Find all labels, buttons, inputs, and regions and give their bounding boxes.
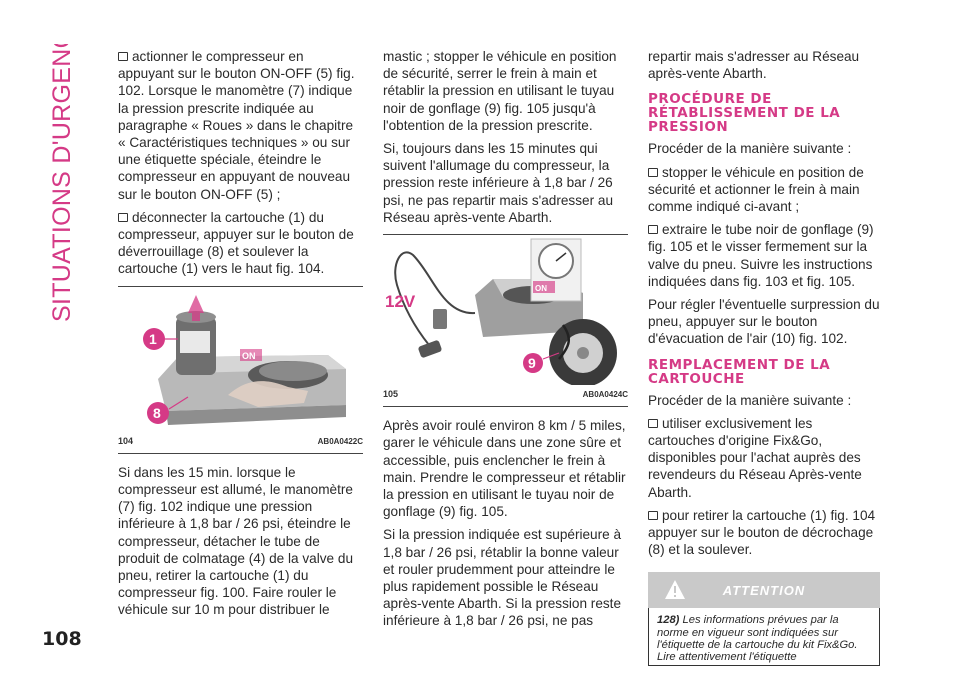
column-3 (648, 48, 880, 666)
on-label: ON (242, 350, 256, 361)
attention-header (648, 572, 880, 608)
checkbox-bullet-icon (118, 213, 128, 222)
paragraph: Si dans les 15 min. lorsque le compresseur est allumé, le manomètre (7) fig. 102 indique une pression inférieure à 1,8 bar / 26 psi, éteindre le compresseur, détacher le tube de produit de colmatage (4) de la valve du pneu, retirer la cartouche (1) du compresseur fig. 100. Faire rouler le véhicule sur 10 m pour distribuer le (118, 464, 354, 618)
bullet-item: pour retirer la cartouche (1) fig. 104 appuyer sur le bouton de décrochage (8) et la soulever. (648, 507, 876, 558)
paragraph: Si la pression indiquée est supérieure à 1,8 bar / 26 psi, rétablir la bonne valeur et rouler prudemment pour atteindre le plus rapidement possible le Réseau après-vente Abarth. Si la pression reste inférieure à 1,8 bar / 26 psi, ne pas (383, 527, 622, 629)
paragraph: Après avoir roulé environ 8 km / 5 miles, garer le véhicule dans une zone sûre et accessible, puis enclencher le frein à main. Prendre le compresseur et rétablir la pression en utilisant le tuyau noir de gonflage (9) fig. 105. (383, 418, 626, 520)
bullet-item: stopper le véhicule en position de sécurité et actionner le frein à main comme indiqué ci-avant ; (648, 164, 864, 215)
figure-number: 104 (118, 435, 134, 446)
paragraph: Pour régler l'éventuelle surpression du pneu, appuyer sur le bouton d'évacuation de l'air (10) fig. 102. (648, 297, 880, 347)
checkbox-bullet-icon (648, 168, 658, 177)
checkbox-bullet-icon (648, 225, 658, 234)
side-section-title (40, 44, 80, 324)
paragraph: repartir mais s'adresser au Réseau après-vente Abarth. (648, 49, 860, 82)
paragraph: mastic ; stopper le véhicule en position de sécurité, serrer le frein à main et rétablir la pression en utilisant le tuyau noir de gonflage (9) fig. 105 jusqu'à l'obtention de la pression prescrite. (383, 49, 617, 133)
column-2 (383, 48, 628, 636)
bullet-item: déconnecter la cartouche (1) du compresseur, appuyer sur le bouton de déverrouillage (8) et soulever la cartouche (1) vers le haut fig. 104. (118, 209, 354, 277)
side-title-text: SITUATIONS D'URGENCE (48, 44, 76, 322)
figure-105 (383, 234, 628, 407)
paragraph: Si, toujours dans les 15 minutes qui suivent l'allumage du compresseur, la pression reste inférieure à 1,8 bar / 26 psi, ne pas repartir mais s'adresser au Réseau après-vente Abarth. (383, 141, 614, 225)
section-heading-pressure: PROCÉDURE DE RÉTABLISSEMENT DE LA PRESSION (648, 91, 841, 136)
figure-caption (383, 385, 628, 407)
callout-8: 8 (153, 404, 161, 421)
checkbox-bullet-icon (118, 52, 128, 61)
callout-9: 9 (528, 355, 536, 372)
attention-box (648, 572, 880, 666)
compressor-cartridge-illustration (118, 287, 363, 432)
figure-number: 105 (383, 389, 399, 400)
attention-body (648, 608, 880, 666)
bullet-item: utiliser exclusivement les cartouches d'origine Fix&Go, disponibles pour l'achat auprès des revendeurs du Réseau Après-vente Abarth. (648, 415, 862, 500)
section-heading-cartridge: REMPLACEMENT DE LA CARTOUCHE (648, 356, 831, 387)
page-number: 108 (42, 628, 82, 650)
figure-104 (118, 286, 363, 454)
note-number: 128) (657, 614, 680, 627)
figure-code: AB0A0424C (582, 390, 628, 400)
attention-text: Les informations prévues par la norme en vigueur sont indiquées sur l'étiquette de la cartouche du kit Fix&Go. Lire attentivement l'étiquette (657, 614, 858, 664)
checkbox-bullet-icon (648, 511, 658, 520)
checkbox-bullet-icon (648, 419, 658, 428)
compressor-hose-illustration (383, 235, 628, 385)
attention-title: ATTENTION (722, 582, 806, 598)
on-label: ON (535, 284, 547, 294)
paragraph: Procéder de la manière suivante : (648, 392, 852, 408)
figure-caption (118, 432, 363, 454)
voltage-label: 12V (385, 292, 416, 312)
figure-code: AB0A0422C (317, 436, 363, 446)
bullet-item: extraire le tube noir de gonflage (9) fig. 105 et le visser fermement sur la valve du pneu. Suivre les instructions indiquées dans fig. 103 et fig. 105. (648, 222, 874, 289)
column-1 (118, 48, 363, 625)
callout-1: 1 (149, 330, 157, 347)
bullet-item: actionner le compresseur en appuyant sur le bouton ON-OFF (5) fig. 102. Lorsque le manomètre (7) indique la pression prescrite indiquée au paragraphe « Roues » dans le chapitre « Caractéristiques techniques » ou sur une étiquette spéciale, éteindre le compresseur en appuyant de nouveau sur le bouton ON-OFF (5) ; (118, 49, 355, 202)
warning-triangle-icon (664, 579, 686, 601)
paragraph: Procéder de la manière suivante : (648, 141, 852, 157)
